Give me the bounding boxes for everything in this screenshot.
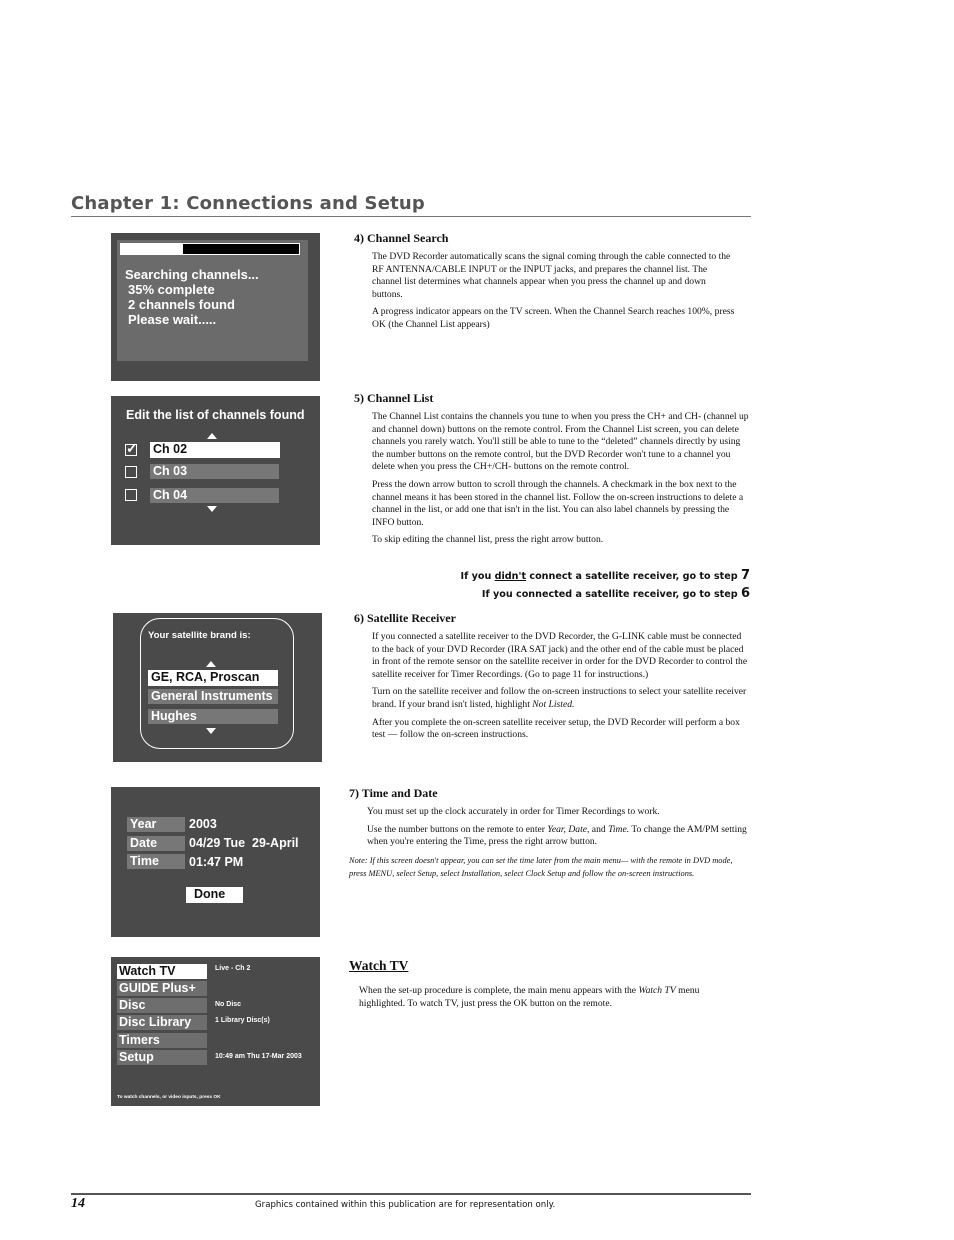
search-line-3: 2 channels found: [128, 297, 235, 312]
info-library: 1 Library Disc(s): [215, 1017, 270, 1024]
satellite-p2: [372, 686, 750, 711]
channel-search-body: [372, 251, 738, 332]
search-status: [125, 267, 259, 327]
year-value[interactable]: 2003: [189, 817, 217, 831]
search-line-2: 35% complete: [128, 282, 215, 297]
channel-list-title: Edit the list of channels found: [126, 408, 305, 422]
channel-row-ch02[interactable]: Ch 02: [150, 442, 280, 458]
satellite-option-general-instruments[interactable]: General Instruments: [148, 689, 278, 704]
done-button[interactable]: Done: [186, 887, 243, 903]
search-line-4: Please wait.....: [128, 312, 217, 327]
menu-item-setup[interactable]: Setup: [117, 1050, 207, 1065]
menu-footer-hint: To watch channels, or video inputs, press OK: [117, 1095, 221, 1100]
satellite-screen: [113, 613, 322, 762]
header-rule: [71, 216, 751, 217]
date-label: Date: [127, 836, 185, 851]
channel-list-p2: Press the down arrow button to scroll through the channels. A checkmark in the box next to the channel means it has been stored in the channel list. Follow the on-screen instructions to delete a channel in the list, or add one that isn't in the list. You can also label channels by pressing the INFO button.: [372, 478, 744, 528]
watch-tv-p1: [359, 985, 741, 1010]
channel-list-p3: To skip editing the channel list, press the right arrow button.: [372, 534, 604, 546]
time-value[interactable]: 01:47 PM: [189, 855, 244, 869]
info-clock: 10:49 am Thu 17-Mar 2003: [215, 1053, 302, 1060]
time-label: Time: [127, 854, 185, 869]
satellite-option-ge-rca-proscan[interactable]: GE, RCA, Proscan: [148, 670, 278, 686]
channel-search-p2: A progress indicator appears on the TV screen. When the Channel Search reaches 100%, press OK (the Channel List appears): [372, 306, 735, 330]
watch-tv-p1-a: When the set-up procedure is complete, the main menu appears with the: [359, 985, 639, 996]
satellite-p2-em: Not Listed.: [532, 698, 575, 710]
progress-fill: [121, 244, 183, 254]
progress-bar: [120, 243, 300, 255]
channel-search-screen: [111, 233, 320, 381]
channel-row-ch04[interactable]: Ch 04: [150, 488, 279, 503]
footer-rule: [71, 1193, 751, 1195]
channel-list-body: [372, 411, 750, 547]
checkbox-ch04[interactable]: [125, 489, 137, 501]
scroll-up-icon[interactable]: [207, 433, 217, 439]
channel-row-ch03[interactable]: Ch 03: [150, 464, 279, 479]
checkmark-icon: ✓: [126, 440, 138, 456]
time-date-p2-e: To change the AM/PM setting when you're entering the Time, press the right arrow button.: [367, 823, 747, 848]
menu-item-watch-tv[interactable]: Watch TV: [117, 964, 207, 979]
menu-item-timers[interactable]: Timers: [117, 1033, 207, 1048]
year-label: Year: [127, 817, 185, 832]
watch-tv-heading: Watch TV: [349, 958, 409, 973]
time-date-p2-a: Use the number buttons on the remote to enter: [367, 823, 548, 835]
step-a-em: didn't: [494, 571, 527, 582]
step-a-post: connect a satellite receiver, go to step: [526, 571, 741, 582]
time-date-screen: [111, 787, 320, 937]
checkbox-ch02[interactable]: [125, 440, 138, 456]
time-date-p2-d: Time.: [608, 823, 630, 835]
channel-list-screen: [111, 396, 320, 545]
time-date-p1: You must set up the clock accurately in order for Timer Recordings to work.: [367, 806, 660, 817]
info-live-channel: Live - Ch 2: [215, 965, 251, 972]
footer-note: Graphics contained within this publication are for representation only.: [255, 1200, 556, 1210]
satellite-option-hughes[interactable]: Hughes: [148, 709, 278, 724]
scroll-up-icon[interactable]: [206, 661, 216, 667]
step-a-pre: If you: [460, 571, 495, 582]
checkbox-ch03[interactable]: [125, 466, 137, 478]
step-b-text: If you connected a satellite receiver, go to step: [481, 589, 741, 600]
main-menu-screen: [111, 957, 320, 1106]
channel-list-p1: The Channel List contains the channels you tune to when you press the CH+ and CH- (channel up and channel down) buttons on the remote control. From the Channel List screen, you can delete channels you rarely watch. You'll still be able to tune to the “deleted” channels directly by using the number buttons on the remote control, but the DVD Recorder won't tune to a channel you delete when you press the CH+/CH- buttons on the remote control.: [372, 411, 749, 473]
satellite-p1: If you connected a satellite receiver to the DVD Recorder, the G-LINK cable must be connected to the back of your DVD Recorder (IRA SAT jack) and the other end of the cable must be placed in front of the remote sensor on the satellite receiver in order for the DVD Recorder to control the satellite receiver for Timer Recordings. (Go to page 11 for instructions.): [372, 631, 748, 680]
time-date-note: Note: If this screen doesn't appear, you can set the time later from the main menu— with the remote in DVD mode, press MENU, select Setup, select Installation, select Clock Setup and follow the on-screen instructions.: [349, 856, 733, 878]
satellite-title: Your satellite brand is:: [148, 630, 251, 641]
channel-search-p1: The DVD Recorder automatically scans the signal coming through the cable connected to the RF ANTENNA/CABLE INPUT or the INPUT jacks, and prepares the channel list. The channel list determines what channels appear when you press the channel up and down buttons.: [372, 251, 731, 300]
search-line-1: Searching channels...: [125, 267, 259, 282]
channel-search-heading: 4) Channel Search: [354, 231, 449, 245]
step-a-number: 7: [740, 568, 750, 583]
chapter-title: Chapter 1: Connections and Setup: [71, 193, 426, 214]
satellite-body: [372, 631, 750, 742]
menu-item-disc-library[interactable]: Disc Library: [117, 1015, 207, 1030]
time-date-heading: 7) Time and Date: [349, 786, 438, 800]
satellite-p2-text: Turn on the satellite receiver and follow the on-screen instructions to select your satellite receiver brand. If your brand isn't listed, highlight: [372, 686, 747, 710]
time-date-p2: [367, 824, 747, 849]
menu-item-guide-plus[interactable]: GUIDE Plus+: [117, 981, 207, 996]
scroll-down-icon[interactable]: [206, 728, 216, 734]
satellite-p3: After you complete the on-screen satellite receiver setup, the DVD Recorder will perform a box test — follow the on-screen instructions.: [372, 716, 740, 741]
step-note-satellite: [482, 586, 750, 601]
time-date-p2-b: Year, Date,: [547, 823, 590, 835]
time-date-body: [367, 806, 747, 849]
step-note-no-satellite: [461, 568, 750, 583]
time-date-p2-c: and: [589, 823, 609, 835]
step-b-number: 6: [740, 586, 750, 601]
watch-tv-p1-c: menu highlighted. To watch TV, just press the OK button on the remote.: [359, 985, 700, 1009]
menu-item-disc[interactable]: Disc: [117, 998, 207, 1013]
date-value[interactable]: 04/29 Tue 29-April: [189, 836, 299, 850]
scroll-down-icon[interactable]: [207, 506, 217, 512]
watch-tv-p1-em: Watch TV: [638, 985, 676, 996]
page-number: 14: [71, 1196, 85, 1211]
satellite-heading: 6) Satellite Receiver: [354, 611, 456, 625]
info-disc: No Disc: [215, 1001, 242, 1008]
channel-list-heading: 5) Channel List: [354, 391, 434, 405]
